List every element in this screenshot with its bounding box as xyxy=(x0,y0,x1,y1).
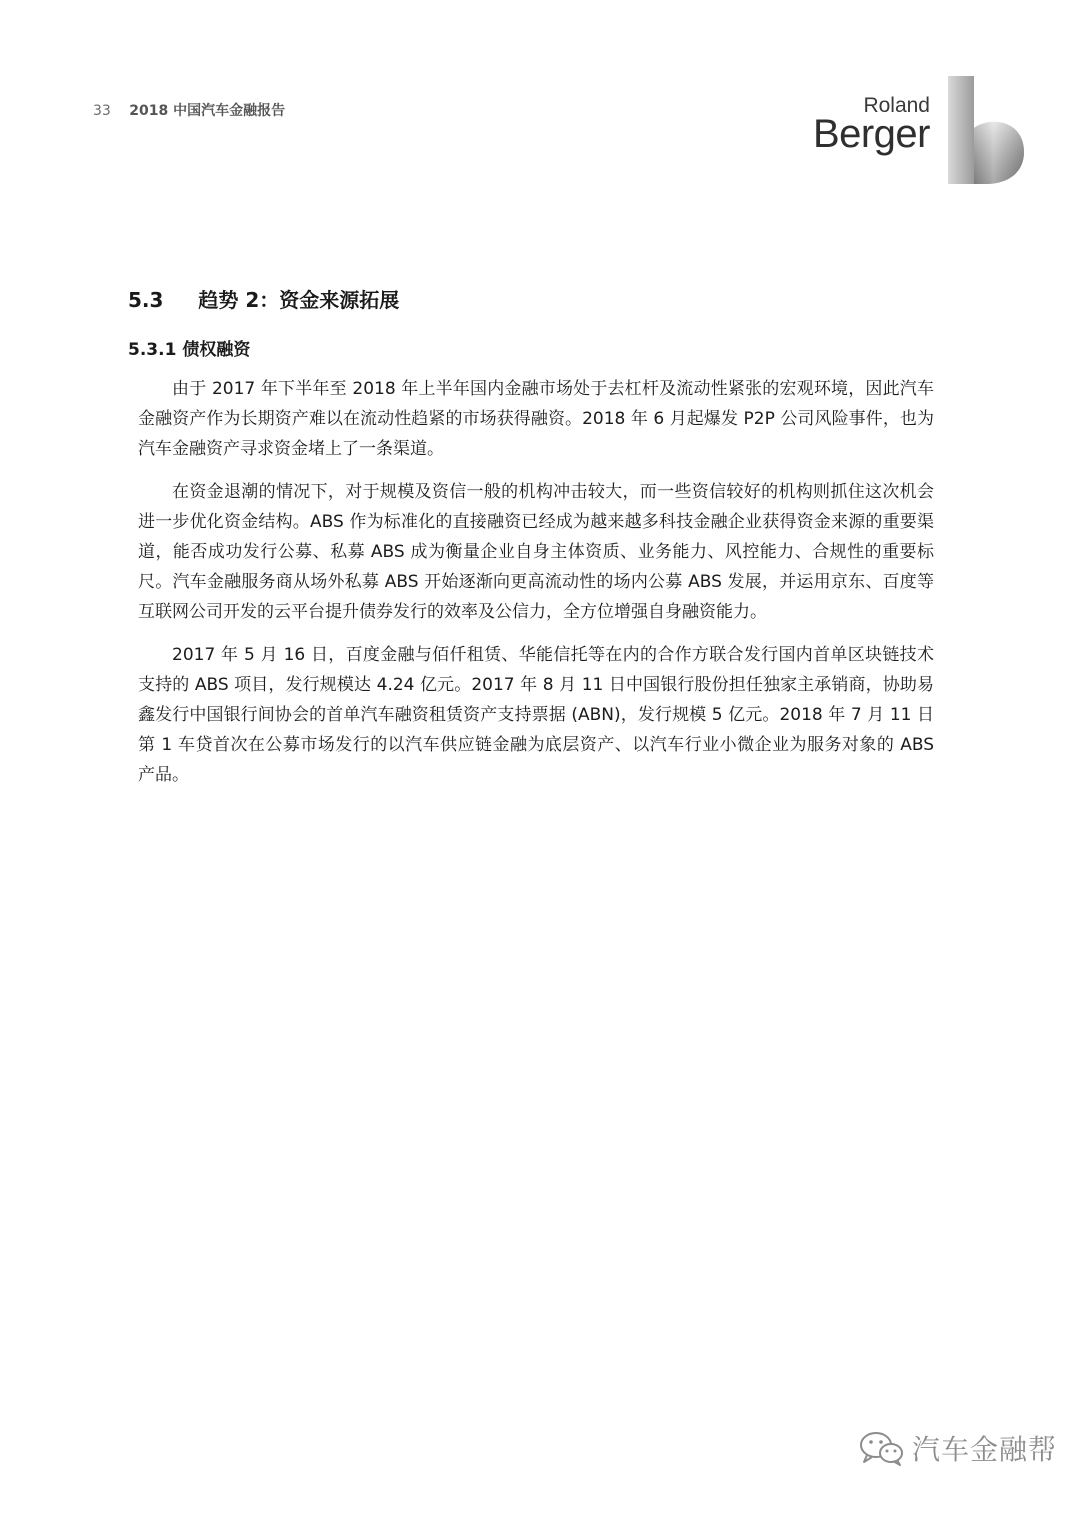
paragraph-1: 由于 2017 年下半年至 2018 年上半年国内金融市场处于去杠杆及流动性紧张的宏观环境，因此汽车金融资产作为长期资产难以在流动性趋紧的市场获得融资。2018 年 6 月起爆发 P2P 公司风险事件，也为汽车金融资产寻求资金堵上了一条渠道。 xyxy=(138,379,934,459)
paragraph-3: 2017 年 5 月 16 日，百度金融与佰仟租赁、华能信托等在内的合作方联合发行国内首单区块链技术支持的 ABS 项目，发行规模达 4.24 亿元。2017 年 8 月 11 日中国银行股份担任独家主承销商，协助易鑫发行中国银行间协会的首单汽车融资租赁资产支持票据 (ABN)，发行规模 5 亿元。2018 年 7 月 11 日第 1 车贷首次在公募市场发行的以汽车供应链金融为底层资产、以汽车行业小微企业为服务对象的 ABS 产品。 xyxy=(138,645,934,785)
wechat-watermark xyxy=(858,1428,1057,1468)
logo-text-berger: Berger xyxy=(812,112,930,156)
report-title: 2018 中国汽车金融报告 xyxy=(129,103,286,119)
logo-text-roland: Roland xyxy=(863,94,930,117)
paragraph-2: 在资金退潮的情况下，对于规模及资信一般的机构冲击较大，而一些资信较好的机构则抓住这次机会进一步优化资金结构。ABS 作为标准化的直接融资已经成为越来越多科技金融企业获得资金来源的重要渠道，能否成功发行公募、私募 ABS 成为衡量企业自身主体资质、业务能力、风控能力、合规性的重要标尺。汽车金融服务商从场外私募 ABS 开始逐渐向更高流动性的场内公募 ABS 发展，并运用京东、百度等互联网公司开发的云平台提升债券发行的效率及公信力，全方位增强自身融资能力。 xyxy=(138,482,934,622)
section-number: 5.3 xyxy=(128,288,164,312)
body-text xyxy=(138,374,934,803)
page-header xyxy=(93,100,285,120)
subsection-heading: 5.3.1 债权融资 xyxy=(128,340,251,360)
section-heading xyxy=(128,284,399,313)
roland-berger-logo xyxy=(800,76,1026,184)
logo-b-mark-icon xyxy=(946,76,1026,184)
page-number: 33 xyxy=(93,103,111,119)
wechat-icon xyxy=(858,1428,906,1468)
section-title: 趋势 2：资金来源拓展 xyxy=(198,288,400,312)
watermark-text: 汽车金融帮 xyxy=(912,1433,1058,1466)
